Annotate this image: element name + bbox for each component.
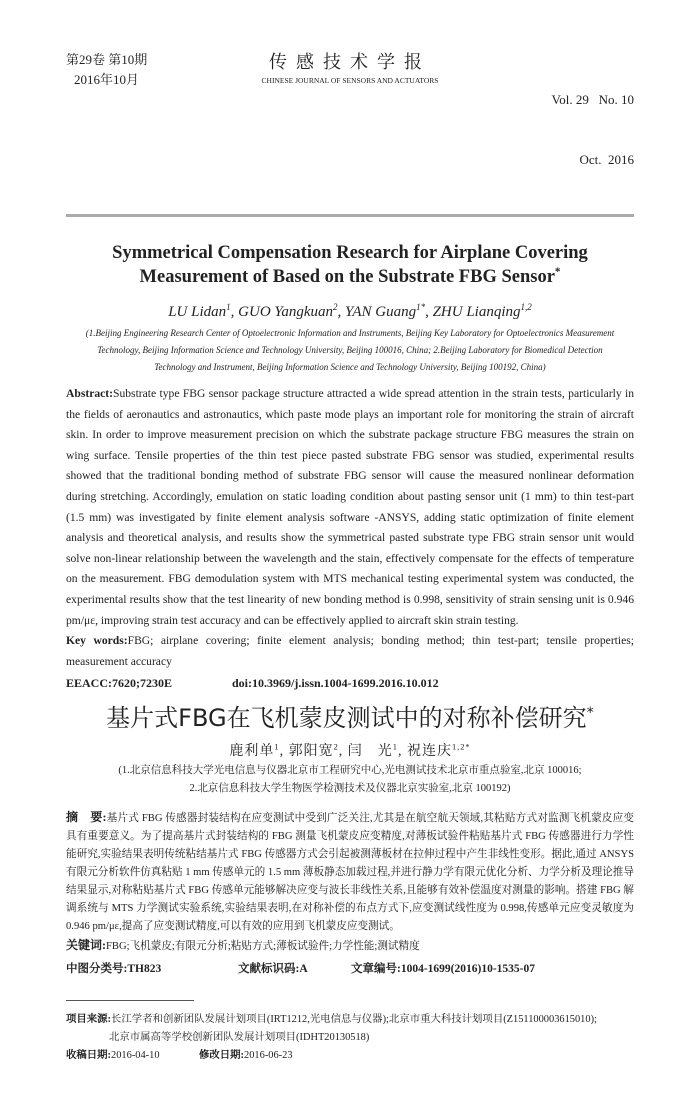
header-left — [66, 50, 196, 90]
affiliations-cn — [66, 762, 634, 798]
funding-footnote — [66, 1011, 634, 1047]
footnote-rule — [66, 1000, 194, 1001]
title-cn — [66, 702, 634, 734]
header-rule — [66, 214, 634, 217]
author-affil-mark: 2 — [333, 742, 339, 752]
received-label: 收稿日期: — [66, 1050, 112, 1062]
title-en-line1: Symmetrical Compensation Research for Airplane Covering — [112, 243, 588, 263]
affiliations-en: (1.Beijing Engineering Research Center of Optoelectronic Information and Instruments, Beijing Key Laboratory for Optoelectronics Measurement Technology, Beijing Information Science and Technology University, Beijing 100016, China; 2.Beijing Laboratory for Biomedical Detection Technology and Instrument, Beijing Information Science and Technology University, Beijing 100192, China) — [85, 328, 615, 372]
author: LU Lidan — [168, 304, 227, 320]
keywords-label: Key words: — [66, 634, 128, 648]
funding-line1: 长江学者和创新团队发展计划项目(IRT1212,光电信息与仪器);北京市重大科技计划项目(Z151100003615010); — [111, 1014, 597, 1026]
author: GUO Yangkuan — [238, 304, 334, 320]
header-right — [504, 50, 634, 210]
document-code: 文献标识码:A — [238, 963, 308, 976]
keywords-text: FBG; airplane covering; finite element analysis; bonding method; thin test-part; tensile properties; measurement accuracy — [66, 634, 635, 668]
running-header — [66, 50, 634, 210]
revised-value: 2016-06-23 — [244, 1050, 293, 1062]
abstract-cn — [66, 808, 634, 936]
codes-row — [66, 674, 634, 692]
volume-issue-en: Vol. 29 No. 10 — [551, 92, 634, 107]
keywords-cn-text: FBG;飞机蒙皮;有限元分析;粘贴方式;薄板试验件;力学性能;测试精度 — [106, 941, 420, 953]
abstract-cn-label: 摘 要: — [66, 810, 107, 825]
author: ZHU Lianqing — [432, 304, 521, 320]
author: 闫 光 — [347, 744, 393, 760]
title-en-mark: * — [554, 265, 561, 278]
date-cn: 2016年10月 — [74, 72, 140, 87]
doi[interactable]: doi:10.3969/j.issn.1004-1699.2016.10.012 — [232, 676, 439, 691]
funding-line2: 北京市属高等学校创新团队发展计划项目(IDHT20130518) — [109, 1032, 370, 1044]
journal-name-cn: 传感技术学报 — [269, 52, 431, 72]
author-affil-mark: 1,2* — [451, 742, 471, 752]
paper-page — [66, 0, 634, 1105]
author: 祝连庆 — [406, 744, 452, 760]
received-date — [66, 1047, 199, 1065]
author: 郭阳宽 — [288, 744, 334, 760]
author: YAN Guang — [345, 304, 417, 320]
eeacc-code: EEACC:7620;7230E — [66, 676, 173, 691]
authors-en: LU Lidan$^1$, GUO Yangkuan$^2$, YAN Guang$^{1*}$, ZHU Lianqing$^{1,2}$ — [168, 302, 532, 320]
abstract-text: Substrate type FBG sensor package structure attracted a wide spread attention in the strain tests, particularly in the fields of aeronautics and astronautics, which paste mode plays an important role for monitoring the strain of aircraft skin. In order to improve measurement precision on which the substrate package structure FBG measures the strain on wing surface. Tensile properties of the thin test piece pasted substrate FBG sensor was studied, experimental results showed that the traditional bonding method of substrate FBG sensor will cause the measured nonlinear deformation during stretching. Accordingly, emulation on static loading condition about pasting sensor unit (1 mm) to thin test-part (1.5 mm) was investigated by finite element analysis software -ANSYS, adding static optimization of finite element analysis and theoretical analysis, and results show the symmetrical pasted substrate type FBG strain sensor unit would solve non-linear relationship between the wavelength and the stain, effectively compensate for the effects of temperature on the measurement. FBG demodulation system with MTS mechanical testing experimental system was conducted, the experimental results show that the test linearity of new bonding method is 0.998, sensitivity of strain sensing unit is 0.946 pm/με, improving strain test accuracy and can be effectively applied to aircraft skin strain testing. — [66, 387, 634, 627]
author-affil-mark: 1* — [416, 302, 426, 312]
author-affil-mark: 2 — [333, 302, 338, 312]
title-en — [66, 241, 634, 289]
keywords-cn — [66, 936, 634, 956]
author-affil-mark: 1 — [226, 302, 231, 312]
keywords-en — [66, 631, 634, 672]
volume-issue-cn: 第29卷 第10期 — [66, 52, 148, 67]
author-affil-mark: 1,2 — [520, 302, 532, 312]
title-en-line2: Measurement of Based on the Substrate FBG Sensor — [139, 267, 555, 287]
author-affil-mark: 1 — [274, 742, 280, 752]
keywords-cn-label: 关键词: — [66, 938, 106, 953]
affiliation-cn-line1: (1.北京信息科技大学光电信息与仪器北京市工程研究中心,光电测试技术北京市重点验室,北京 100016; — [118, 765, 582, 777]
abstract-en — [66, 384, 634, 631]
classification-row — [66, 960, 634, 978]
date-en: Oct. 2016 — [579, 152, 634, 167]
journal-masthead — [196, 50, 504, 88]
title-cn-text: 基片式FBG在飞机蒙皮测试中的对称补偿研究 — [106, 704, 587, 733]
author: 鹿利单 — [229, 744, 275, 760]
clc-number: 中图分类号:TH823 — [66, 963, 162, 976]
revised-date — [199, 1047, 293, 1065]
journal-name-en: CHINESE JOURNAL OF SENSORS AND ACTUATORS — [261, 76, 439, 85]
abstract-cn-text: 基片式 FBG 传感器封装结构在应变测试中受到广泛关注,尤其是在航空航天领域,其粘贴方式对监测飞机蒙皮应变具有重要意义。为了提高基片式封装结构的 FBG 测量飞机蒙皮应变精度,对薄板试验件粘贴基片式 FBG 传感器进行力学性能研究,实验结果表明传统粘结基片式 FBG 传感器方式会引起被测薄板材在拉伸过程中产生非线性变形。据此,通过 ANSYS 有限元分析软件仿真粘贴 1 mm 传感单元的 1.5 mm 薄板静态加载过程,并进行静力学有限元优化分析、力学分析及理论推导结果显示,对称粘贴基片式 FBG 传感单元能够解决应变与波长非线性关系,且能够有效补偿温度对测量的影响。搭建 FBG 解调系统与 MTS 力学测试实验系统,实验结果表明,在对称补偿的布点方式下,应变测试线性度为 0.998,传感单元应变灵敏度为 0.946 pm/με,提高了应变测试精度,可以有效的应用到飞机蒙皮应变测试。 — [66, 813, 635, 933]
author-affil-mark: 1 — [392, 742, 398, 752]
title-cn-mark: * — [586, 705, 594, 722]
authors-cn: 鹿利单$^1$, 郭阳宽$^2$, 闫 光$^1$, 祝连庆$^{1,2*}$ — [229, 742, 471, 760]
funding-label: 项目来源: — [66, 1014, 112, 1026]
affiliation-cn-line2: 2.北京信息科技大学生物医学检测技术及仪器北京实验室,北京 100192) — [189, 783, 511, 795]
dates-row — [66, 1047, 634, 1065]
abstract-label: Abstract: — [66, 387, 114, 400]
article-number: 文章编号:1004-1699(2016)10-1535-07 — [351, 963, 535, 976]
received-value: 2016-04-10 — [111, 1050, 160, 1062]
revised-label: 修改日期: — [199, 1050, 245, 1062]
